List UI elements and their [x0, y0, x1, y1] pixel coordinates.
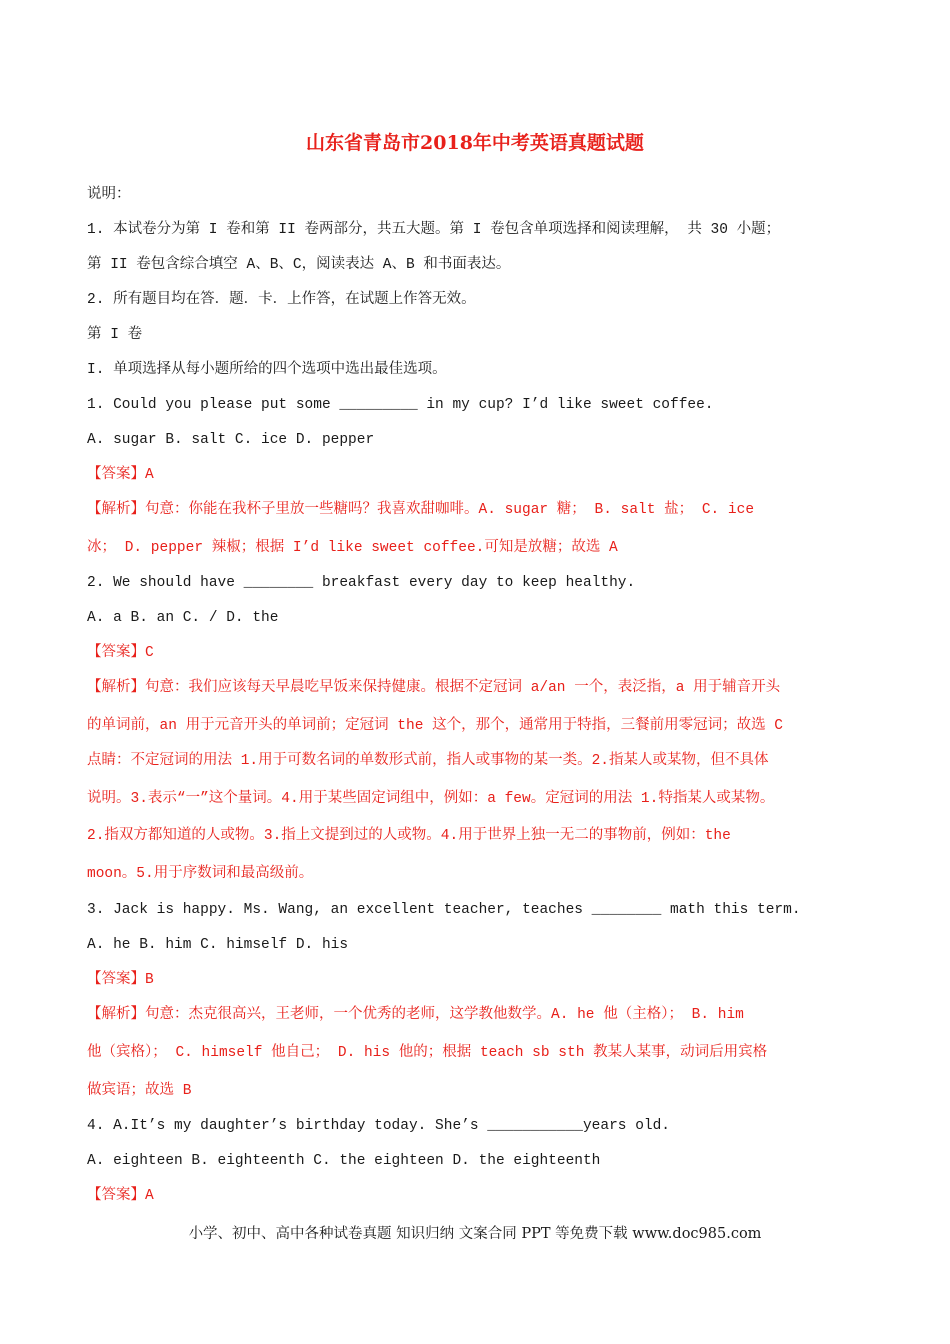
- answer-line: moon。5.用于序数词和最高级前。: [87, 866, 314, 882]
- text-line: 2. 所有题目均在答．题．卡．上作答，在试题上作答无效。: [87, 292, 476, 308]
- answer-line: 【答案】A: [87, 1188, 154, 1204]
- answer-line: 说明。3.表示“一”这个量词。4.用于某些固定词组中，例如：a few。定冠词的用法 1.特指某人或某物。: [87, 791, 775, 807]
- answer-line: 【解析】句意：杰克很高兴，王老师，一个优秀的老师，这学教他数学。A. he 他（主格）； B. him: [87, 1007, 744, 1023]
- text-line: 3. Jack is happy. Ms. Wang, an excellent teacher, teaches ________ math this term.: [87, 902, 801, 918]
- text-line: 4. A.It’s my daughter’s birthday today. She’s ___________years old.: [87, 1118, 670, 1134]
- answer-line: 【答案】C: [87, 645, 154, 661]
- answer-line: 【答案】A: [87, 467, 154, 483]
- text-line: A. he B. him C. himself D. his: [87, 937, 349, 953]
- answer-line: 【解析】句意：你能在我杯子里放一些糖吗？我喜欢甜咖啡。A. sugar 糖； B. salt 盐； C. ice: [87, 502, 755, 518]
- text-line: 1. 本试卷分为第 I 卷和第 II 卷两部分，共五大题。第 I 卷包含单项选择和阅读理解， 共 30 小题；: [87, 222, 781, 238]
- text-line: 第 I 卷: [87, 327, 143, 343]
- text-line: I. 单项选择从每小题所给的四个选项中选出最佳选项。: [87, 362, 447, 378]
- text-line: A. sugar B. salt C. ice D. pepper: [87, 432, 375, 448]
- answer-line: 的单词前，an 用于元音开头的单词前；定冠词 the 这个，那个，通常用于特指，三餐前用零冠词；故选 C: [87, 718, 784, 734]
- text-line: 说明：: [87, 187, 131, 203]
- document-title: 山东省青岛市2018年中考英语真题试题: [306, 132, 644, 154]
- answer-line: 点睛：不定冠词的用法 1.用于可数名词的单数形式前，指人或事物的某一类。2.指某人或某物，但不具体: [87, 753, 769, 769]
- answer-line: 2.指双方都知道的人或物。3.指上文提到过的人或物。4.用于世界上独一无二的事物前，例如：the: [87, 828, 731, 844]
- answer-line: 冰； D. pepper 辣椒；根据 I’d like sweet coffee.可知是放糖；故选 A: [87, 540, 618, 556]
- page-footer: 小学、初中、高中各种试卷真题 知识归纳 文案合同 PPT 等免费下载 www.doc985.com: [188, 1226, 762, 1242]
- answer-line: 他（宾格）； C. himself 他自己； D. his 他的；根据 teach sb sth 教某人某事，动词后用宾格: [87, 1045, 768, 1061]
- answer-line: 做宾语；故选 B: [87, 1083, 192, 1099]
- text-line: 第 II 卷包含综合填空 A、B、C，阅读表达 A、B 和书面表达。: [87, 257, 511, 273]
- answer-line: 【答案】B: [87, 972, 154, 988]
- text-line: A. a B. an C. / D. the: [87, 610, 279, 626]
- text-line: 1. Could you please put some _________ in my cup? I’d like sweet coffee.: [87, 397, 714, 413]
- text-line: 2. We should have ________ breakfast every day to keep healthy.: [87, 575, 636, 591]
- text-line: A. eighteen B. eighteenth C. the eighteen D. the eighteenth: [87, 1153, 601, 1169]
- answer-line: 【解析】句意：我们应该每天早晨吃早饭来保持健康。根据不定冠词 a/an 一个，表泛指，a 用于辅音开头: [87, 680, 781, 696]
